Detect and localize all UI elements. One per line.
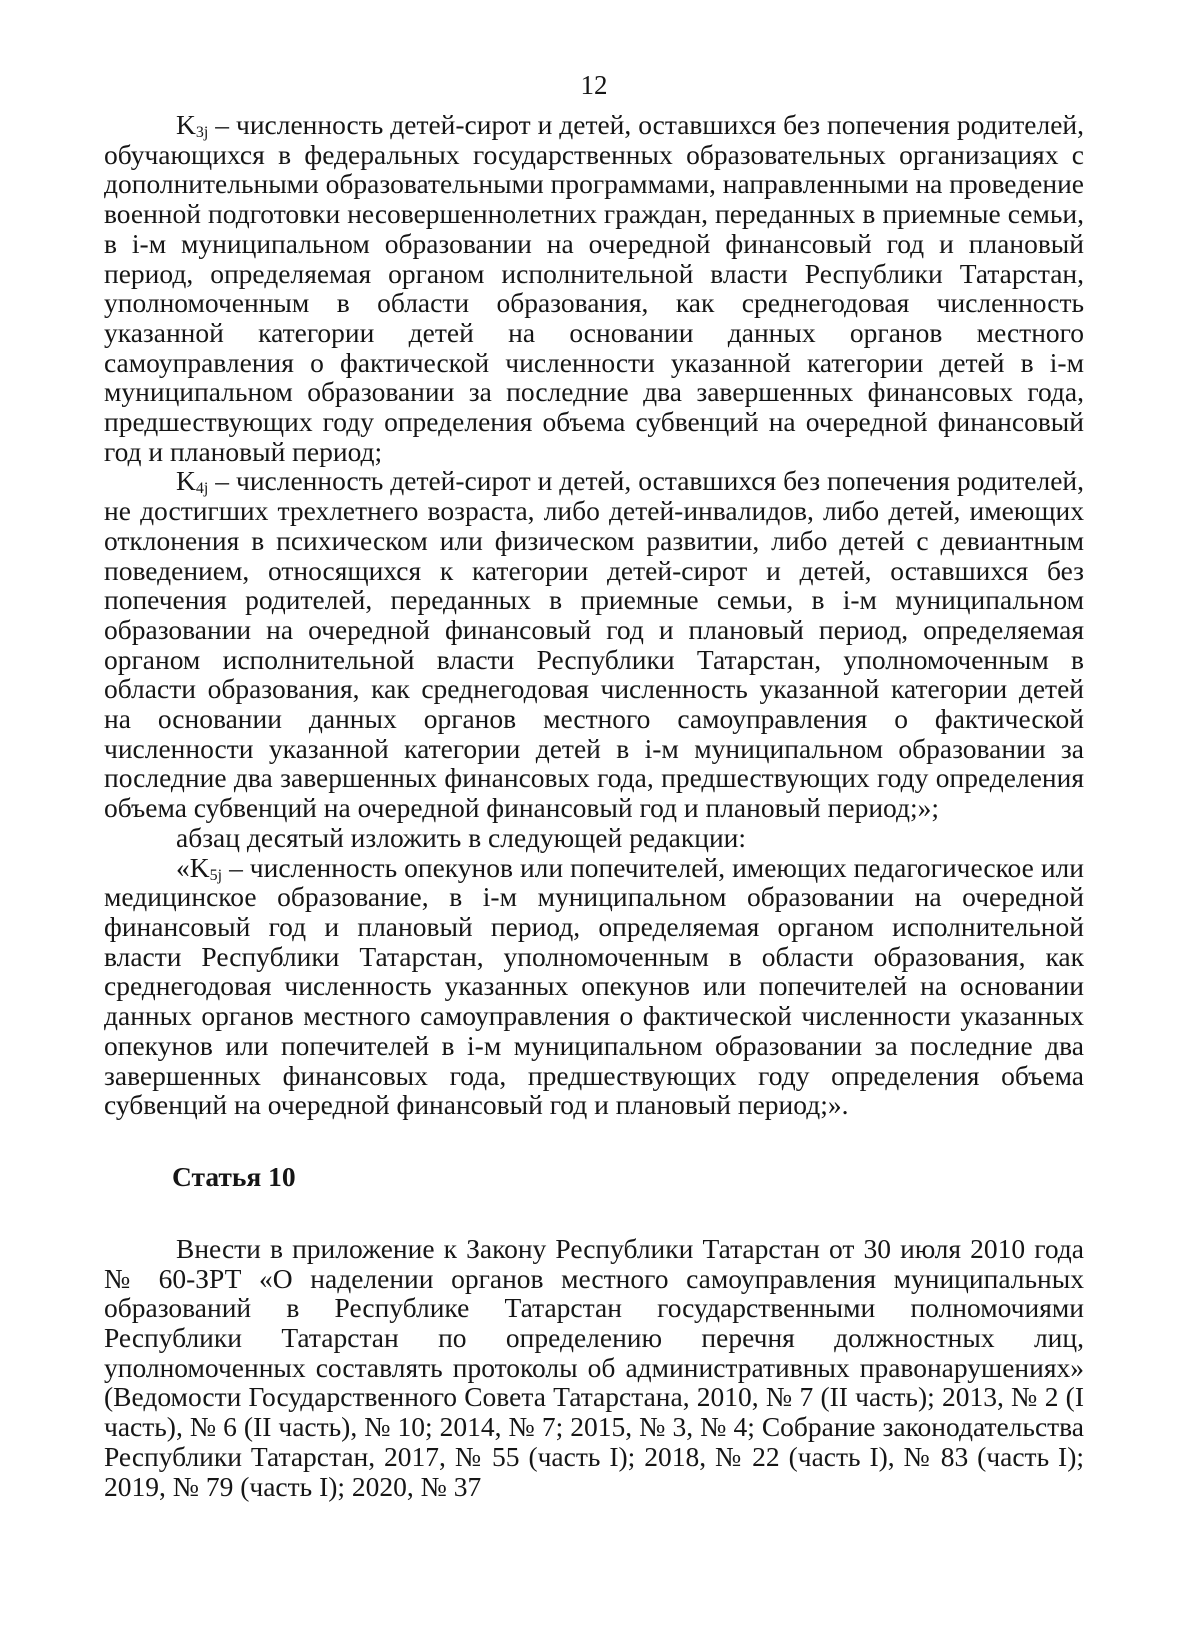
k5-text: – численность опекунов или попечителей, имеющих педагогическое или медицинское образование, в i-м муниципальном образовании на очередной финансовый год и плановый период, определяемая органом исполнительной власти Республики Татарстан, уполномоченным в области образования, как среднегодовая численность указанных опекунов или попечителей на основании данных органов местного самоуправления о фактической численности указанных опекунов или попечителей в i-м муниципальном образовании за последние два завершенных финансовых года, предшествующих году определения объема субвенций на очередной финансовый год и плановый период;». <box>104 851 1084 1121</box>
section-spacer <box>104 1192 1084 1234</box>
article-heading: Статья 10 <box>172 1160 296 1192</box>
paragraph-article-10: Внести в приложение к Закону Республики Татарстан от 30 июля 2010 года № 60-ЗРТ «О наделении органов местного самоуправления муниципальных образований в Республике Татарстан государственными полномочиями Республики Татарстан по определению перечня должностных лиц, уполномоченных составлять протоколы об административных правонарушениях» (Ведомости Государственного Совета Татарстана, 2010, № 7 (II часть); 2013, № 2 (I часть), № 6 (II часть), № 10; 2014, № 7; 2015, № 3, № 4; Собрание законодательства Республики Татарстан, 2017, № 55 (часть I); 2018, № 22 (часть I), № 83 (часть I); 2019, № 79 (часть I); 2020, № 37 <box>104 1232 1084 1502</box>
k3-subscript: 3j <box>195 124 209 141</box>
page-number: 12 <box>580 70 608 100</box>
k4-subscript: 4j <box>195 480 209 498</box>
k4-text: – численность детей-сирот и детей, оставшихся без попечения родителей, не достигших трехлетнего возраста, либо детей-инвалидов, либо детей, имеющих отклонения в психическом или физическом развитии, либо детей с девиантным поведением, относящихся к категории детей-сирот и детей, оставшихся без попечения родителей, переданных в приемные семьи, в i-м муниципальном образовании на очередной финансовый год и плановый период, определяемая органом исполнительной власти Республики Татарстан, уполномоченным в области образования, как среднегодовая численность указанной категории детей на основании данных органов местного самоуправления о фактической численности указанной категории детей в i-м муниципальном образовании за последние два завершенных финансовых года, предшествующих году определения объема субвенций на очередной финансовый год и плановый период;»; <box>104 465 1084 824</box>
k4-symbol: K <box>176 465 196 497</box>
paragraph-instruction: абзац десятый изложить в следующей редакции: <box>176 821 747 853</box>
document-page <box>104 70 1084 1501</box>
k5-subscript: 5j <box>209 866 223 884</box>
k5-prefix: «K <box>176 851 210 883</box>
paragraph-k4 <box>104 466 1084 822</box>
paragraph-k3 <box>104 110 1084 466</box>
k3-symbol: K <box>176 109 196 140</box>
paragraph-k5 <box>104 853 1084 1120</box>
k3-text: – численность детей-сирот и детей, оставшихся без попечения родителей, обучающихся в федеральных государственных образовательных организациях с дополнительными образовательными программами, направленными на проведение военной подготовки несовершеннолетних граждан, переданных в приемные семьи, в i-м муниципальном образовании на очередной финансовый год и плановый период, определяемая органом исполнительной власти Республики Татарстан, уполномоченным в области образования, как среднегодовая численность указанной категории детей на основании данных органов местного самоуправления о фактической численности указанной категории детей в i-м муниципальном образовании за последние два завершенных финансовых года, предшествующих году определения объема субвенций на очередной финансовый год и плановый период; <box>104 109 1084 467</box>
